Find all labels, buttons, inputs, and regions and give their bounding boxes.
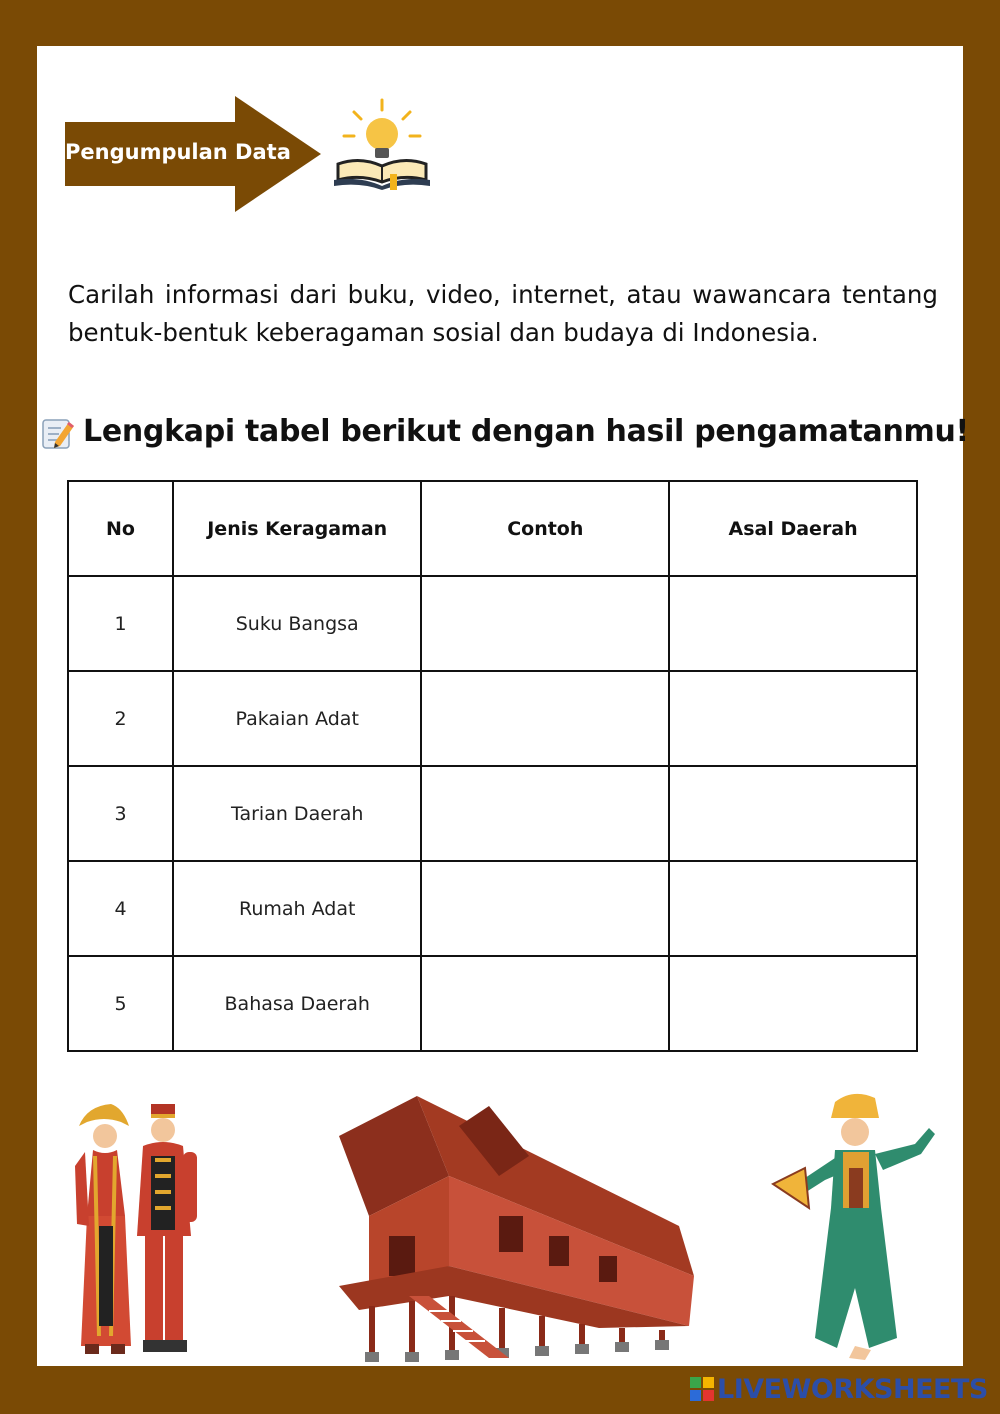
header-contoh: Contoh xyxy=(421,481,669,576)
traditional-dancer-illustration xyxy=(765,1088,945,1370)
book-lightbulb-icon xyxy=(330,98,434,198)
liveworksheets-logo-icon xyxy=(690,1377,714,1401)
table-row xyxy=(68,671,917,766)
cell-asal-input[interactable] xyxy=(669,861,917,956)
table-row xyxy=(68,861,917,956)
cell-asal-input[interactable] xyxy=(669,766,917,861)
watermark-text: LIVEWORKSHEETS xyxy=(717,1374,988,1405)
cell-jenis: Suku Bangsa xyxy=(173,576,421,671)
traditional-house-illustration xyxy=(299,1096,699,1368)
header-jenis-keragaman: Jenis Keragaman xyxy=(173,481,421,576)
cell-no: 1 xyxy=(68,576,173,671)
cell-jenis: Tarian Daerah xyxy=(173,766,421,861)
cell-jenis: Pakaian Adat xyxy=(173,671,421,766)
observation-table xyxy=(67,480,918,1052)
cell-contoh-input[interactable] xyxy=(421,766,669,861)
cell-contoh-input[interactable] xyxy=(421,956,669,1051)
cell-asal-input[interactable] xyxy=(669,956,917,1051)
table-row xyxy=(68,766,917,861)
cell-contoh-input[interactable] xyxy=(421,671,669,766)
liveworksheets-watermark xyxy=(690,1374,988,1404)
cell-jenis: Bahasa Daerah xyxy=(173,956,421,1051)
cell-no: 2 xyxy=(68,671,173,766)
traditional-couple-illustration xyxy=(59,1096,219,1368)
task-heading-row xyxy=(41,414,969,454)
cell-asal-input[interactable] xyxy=(669,671,917,766)
cell-contoh-input[interactable] xyxy=(421,576,669,671)
section-arrow-banner xyxy=(65,96,321,212)
table-row xyxy=(68,576,917,671)
cell-jenis: Rumah Adat xyxy=(173,861,421,956)
memo-pencil-icon xyxy=(41,416,75,450)
table-header-row xyxy=(68,481,917,576)
cell-no: 3 xyxy=(68,766,173,861)
section-label: Pengumpulan Data xyxy=(65,140,291,164)
cell-contoh-input[interactable] xyxy=(421,861,669,956)
instruction-text: Carilah informasi dari buku, video, internet, atau wawancara tentang bentuk-bentuk keberagaman sosial dan budaya di Indonesia. xyxy=(68,280,938,347)
task-heading: Lengkapi tabel berikut dengan hasil pengamatanmu! xyxy=(83,414,969,449)
header-no: No xyxy=(68,481,173,576)
cell-no: 4 xyxy=(68,861,173,956)
cell-no: 5 xyxy=(68,956,173,1051)
worksheet-page xyxy=(37,46,969,1366)
table-row xyxy=(68,956,917,1051)
header-asal-daerah: Asal Daerah xyxy=(669,481,917,576)
cell-asal-input[interactable] xyxy=(669,576,917,671)
